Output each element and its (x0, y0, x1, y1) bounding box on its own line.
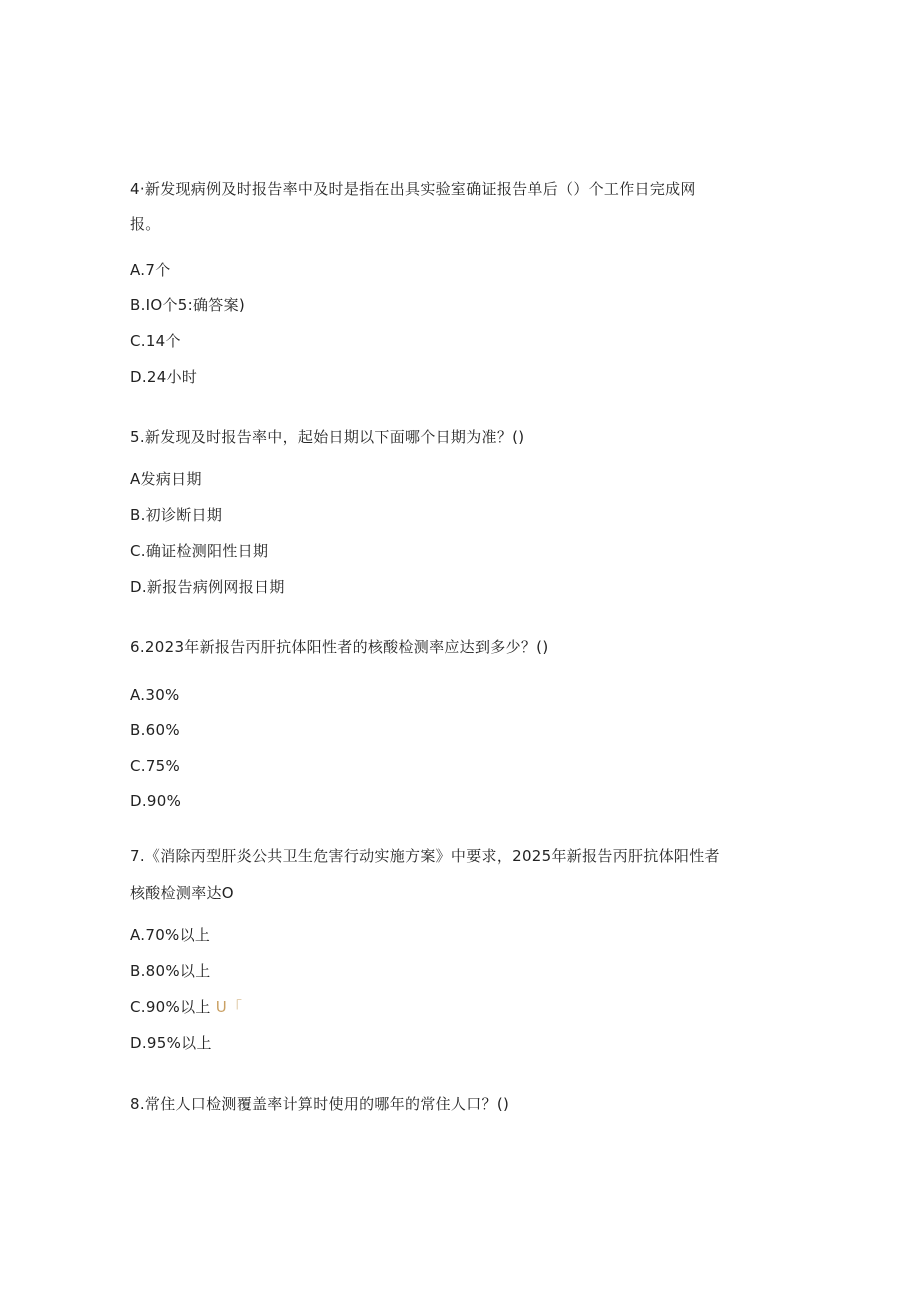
question-6-option-c: C.75% (130, 757, 181, 775)
question-5-stem: 5.新发现及时报告率中，起始日期以下面哪个日期为准？() (130, 428, 525, 446)
question-7-option-b: B.80%以上 (130, 962, 211, 980)
question-6-stem: 6.2023年新报告丙肝抗体阳性者的核酸检测率应达到多少？() (130, 638, 549, 656)
question-7-option-c-row (130, 997, 242, 1017)
question-7-stem-line-2: 核酸检测率达O (130, 884, 234, 902)
question-4-option-b: B.IO个5:确答案) (130, 296, 246, 314)
question-4-option-d: D.24小时 (130, 368, 198, 386)
question-5-option-c: C.确证检测阳性日期 (130, 542, 269, 560)
question-4-option-a: A.7个 (130, 261, 171, 279)
question-4-option-c: C.14个 (130, 332, 181, 350)
question-4-stem-line-2: 报。 (130, 215, 161, 233)
question-5-option-a: A发病日期 (130, 470, 202, 488)
question-6-option-a: A.30% (130, 686, 180, 704)
question-6-option-b: B.60% (130, 721, 180, 739)
question-7-option-c: C.90%以上 (130, 998, 211, 1016)
question-6-option-d: D.90% (130, 792, 182, 810)
question-7-stem-line-1: 7.《消除丙型肝炎公共卫生危害行动实施方案》中要求，2025年新报告丙肝抗体阳性者 (130, 847, 720, 865)
question-5-option-b: B.初诊断日期 (130, 506, 223, 524)
question-7-option-a: A.70%以上 (130, 926, 211, 944)
question-7-option-d: D.95%以上 (130, 1034, 212, 1052)
question-4-stem-line-1: 4·新发现病例及时报告率中及时是指在出具实验室确证报告单后（）个工作日完成网 (130, 180, 696, 198)
question-8-stem: 8.常住人口检测覆盖率计算时使用的哪年的常住人口？() (130, 1095, 510, 1113)
question-7-option-c-mark: U「 (215, 998, 243, 1016)
question-5-option-d: D.新报告病例网报日期 (130, 578, 285, 596)
